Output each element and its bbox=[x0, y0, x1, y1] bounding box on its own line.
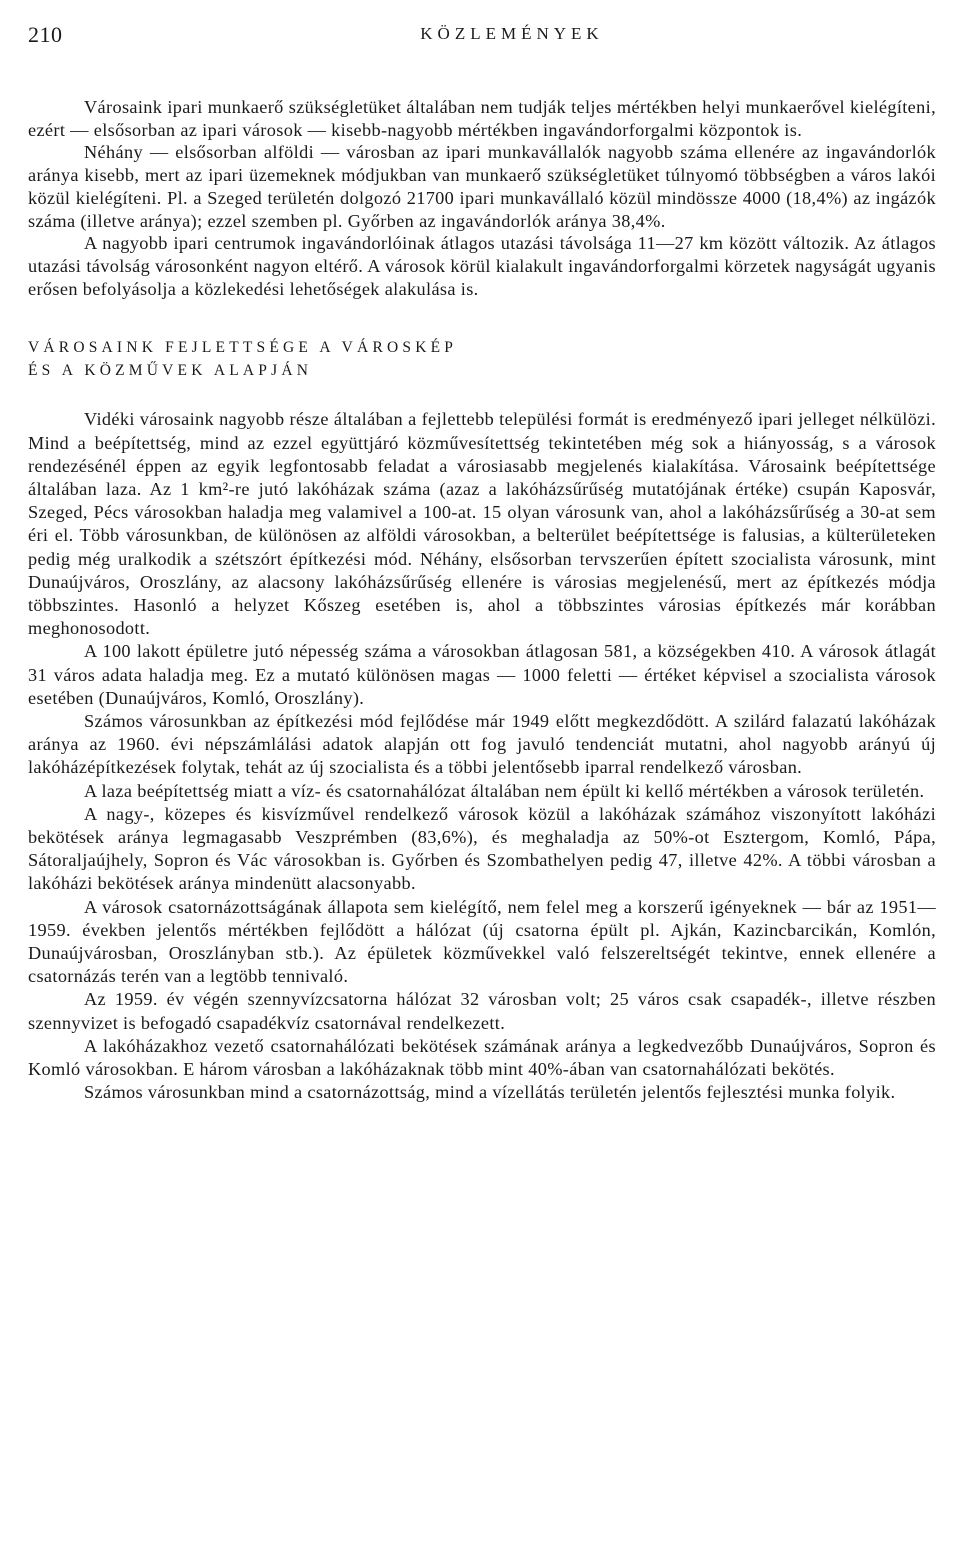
section-heading bbox=[28, 336, 936, 382]
page-header bbox=[28, 22, 936, 52]
page-number: 210 bbox=[28, 22, 63, 47]
running-head: KÖZLEMÉNYEK bbox=[420, 24, 604, 43]
page-content bbox=[28, 96, 936, 1104]
paragraph: A 100 lakott épületre jutó népesség száma a városokban átlagosan 581, a községekben 410. A városok átlagát 31 város adata haladja meg. Ez a mutató különösen magas — 1000 feletti — értéket képvisel a szocialista városok esetében (Dunaújváros, Komló, Oroszlány). bbox=[28, 641, 936, 708]
paragraph: A laza beépítettség miatt a víz- és csatornahálózat általában nem épült ki kellő mértékben a városok területén. bbox=[84, 780, 925, 801]
paragraph: A városok csatornázottságának állapota sem kielégítő, nem felel meg a korszerű igényeknek — bár az 1951—1959. években jelentős mértékben fejlődött a hálózat (új csatorna épült pl. Ajkán, Kazincbarcikán, Komlón, Dunaújvárosban, Oroszlányban stb.). Az épületek közművekkel való felszereltségét tekintve, ennek ellenére a csatornázás terén van a legtöbb tennivaló. bbox=[28, 896, 936, 987]
paragraph: A nagyobb ipari centrumok ingavándorlóinak átlagos utazási távolsága 11—27 km között változik. Az átlagos utazási távolság városonként nagyon eltérő. A városok körül kialakult ingavándorforgalmi körzetek nagyságát ugyanis erősen befolyásolja a közlekedési lehetőségek alakulása is. bbox=[28, 233, 936, 299]
paragraph: Néhány — elsősorban alföldi — városban az ipari munkavállalók nagyobb száma ellenére az ingavándorlók aránya kisebb, mert az ipari üzemeknek módjukban van munkaerő szükségletüket túlnyomó többségben a város lakói közül kielégíteni. Pl. a Szeged területén dolgozó 21700 ipari munkavállaló közül mindössze 4000 (18,4%) az ingázók száma (illetve aránya); ezzel szemben pl. Győrben az ingavándorlók aránya 38,4%. bbox=[28, 142, 936, 231]
section-heading-line: VÁROSAINK FEJLETTSÉGE A VÁROSKÉP bbox=[28, 339, 458, 357]
intro-section bbox=[28, 96, 936, 300]
paragraph: A nagy-, közepes és kisvízművel rendelkező városok közül a lakóházak számához viszonyított lakóházi bekötések aránya legmagasabb Veszprémben (83,6%), és meghaladja az 50%-ot Esztergom, Komló, Pápa, Sátoraljaújhely, Sopron és Vác városokban is. Győrben és Szombathelyen pedig 47, illetve 42%. A többi városban a lakóházi bekötések aránya mindenütt alacsonyabb. bbox=[28, 803, 936, 894]
paragraph: Számos városunkban az építkezési mód fejlődése már 1949 előtt megkezdődött. A szilárd falazatú lakóházak aránya az 1960. évi népszámlálási adatok alapján ott fog javuló tendenciát mutatni, ahol nagyobb arányú új lakóházépítkezések folytak, tehát az új szocialista és a többi jelentősebb iparral rendelkező városban. bbox=[28, 710, 936, 778]
paragraph: A lakóházakhoz vezető csatornahálózati bekötések számának aránya a legkedvezőbb Dunaújváros, Sopron és Komló városokban. E három városban a lakóházaknak több mint 40%-ában van csatornahálózati bekötés. bbox=[28, 1035, 936, 1080]
paragraph: Számos városunkban mind a csatornázottság, mind a vízellátás területén jelentős fejlesztési munka folyik. bbox=[84, 1082, 896, 1103]
section-heading-line: ÉS A KÖZMŰVEK ALAPJÁN bbox=[28, 362, 313, 380]
paragraph: Vidéki városaink nagyobb része általában a fejlettebb települési formát is eredményező ipari jelleget nélkülözi. Mind a beépítettség, mind az ezzel együttjáró közművesítettség tekintetében még sok a hiányosság, s a városok rendezésénél éppen az egyik legfontosabb feladat a városiasabb megjelenés kialakítása. Városaink beépítettsége általában laza. Az 1 km²-re jutó lakóházak száma (azaz a lakóházsűrűség mutatójának értéke) csupán Kaposvár, Szeged, Pécs városokban haladja meg valamivel a 100-at. 15 olyan városunk van, ahol a lakóházsűrűség a 30-at sem éri el. Több városunkban, de különösen az alföldi városokban, a belterület beépítettsége is falusias, a külterületeken pedig még uralkodik a szétszórt építkezési mód. Néhány, elsősorban tervszerűen épített szocialista városunk, mint Dunaújváros, Oroszlány, az alacsony lakóházsűrűség ellenére is városias megjelenésű, mert az építkezés módja többszintes. Hasonló a helyzet Kőszeg esetében is, ahol a többszintes városias építkezés már korábban meghonosodott. bbox=[28, 409, 936, 639]
section-body bbox=[28, 408, 936, 1104]
paragraph: Az 1959. év végén szennyvízcsatorna hálózat 32 városban volt; 25 város csak csapadék-, illetve részben szennyvizet is befogadó csapadékvíz csatornával rendelkezett. bbox=[28, 989, 936, 1033]
paragraph: Városaink ipari munkaerő szükségletüket általában nem tudják teljes mértékben helyi munkaerővel kielégíteni, ezért — elsősorban az ipari városok — kisebb-nagyobb mértékben ingavándorforgalmi központok is. bbox=[28, 97, 936, 140]
